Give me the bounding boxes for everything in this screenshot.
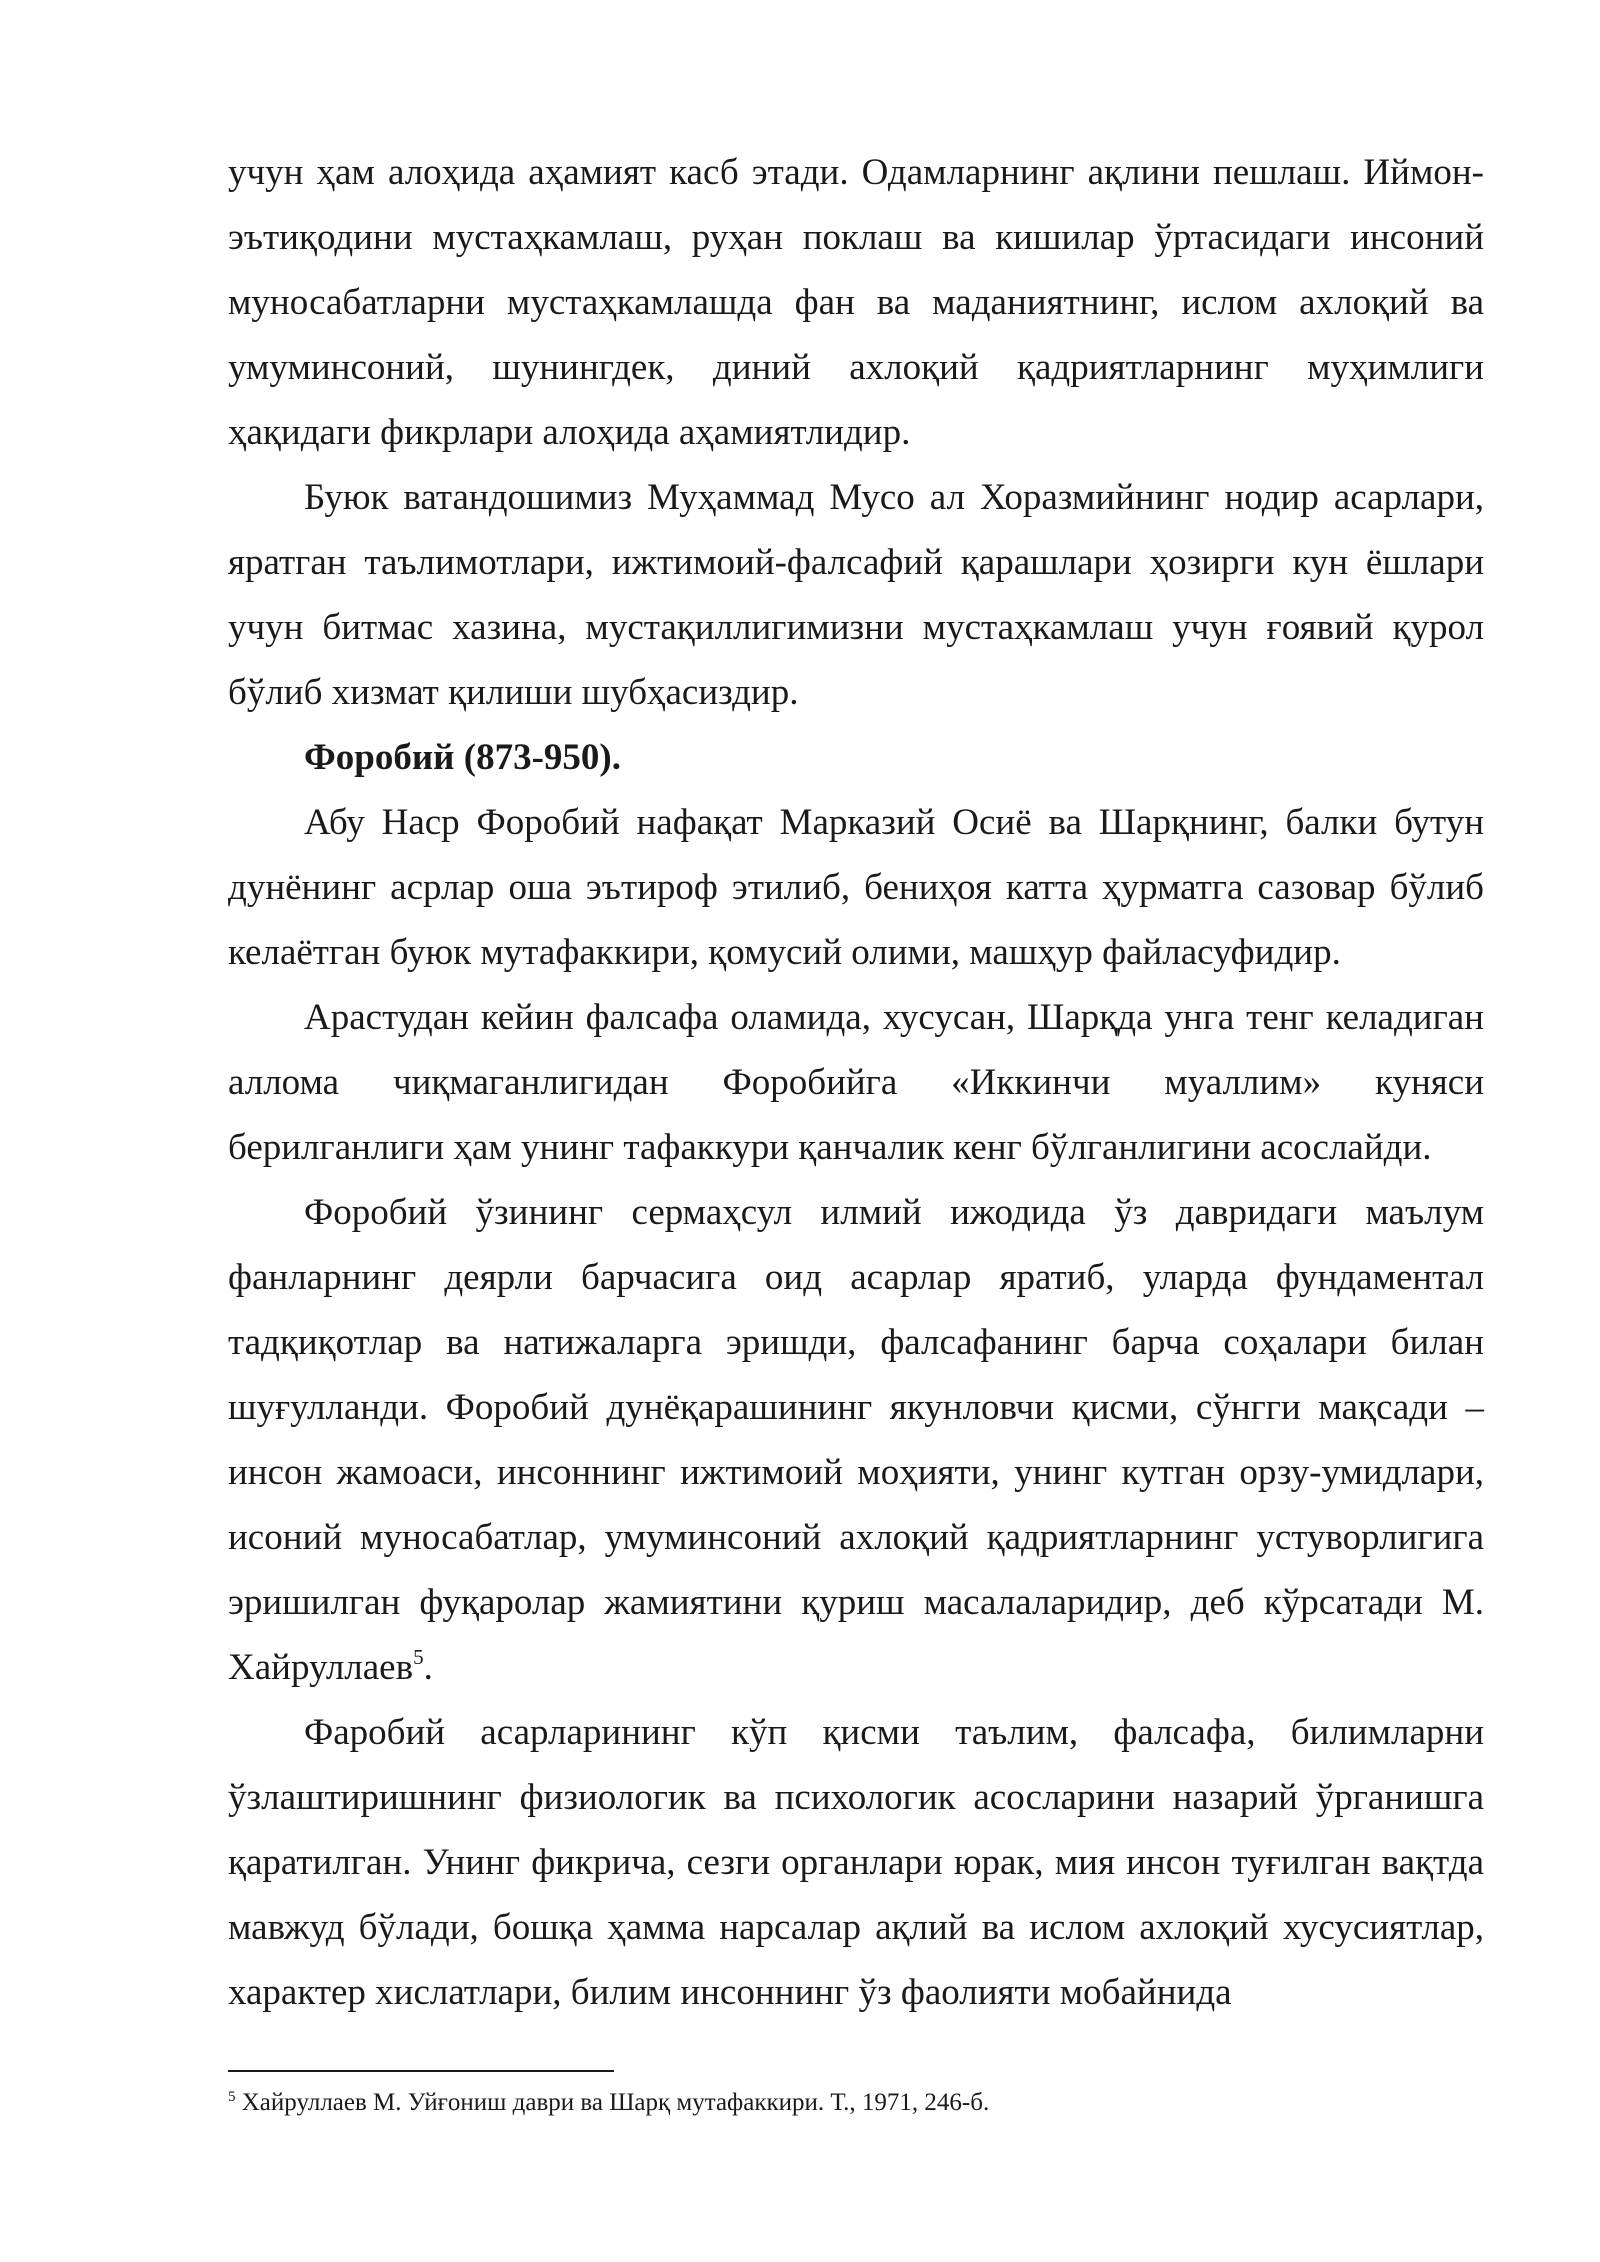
section-heading: Форобий (873-950). bbox=[304, 737, 621, 778]
footnote-number: 5 bbox=[228, 2089, 236, 2105]
paragraph-5-tail: . bbox=[423, 1647, 433, 1688]
paragraph-2: Буюк ватандошимиз Муҳаммад Мусо ал Хоразмийнинг нодир асарлари, яратган таълимотлари, ижтимоий-фалсафий қарашлари ҳозирги кун ёшлари учун битмас хазина, мустақиллигимизни мустаҳкамлаш учун ғоявий қурол бўлиб хизмат қилиши шубҳасиздир. bbox=[228, 477, 1484, 713]
paragraph-5 bbox=[228, 1180, 1484, 1700]
paragraph-5-text: Форобий ўзининг сермаҳсул илмий ижодида ўз давридаги маълум фанларнинг деярли барчасига оид асарлар яратиб, уларда фундаментал тадқиқотлар ва натижаларга эришди, фалсафанинг барча соҳалари билан шуғулланди. Форобий дунёқарашининг якунловчи қисми, сўнгги мақсади – инсон жамоаси, инсоннинг ижтимоий моҳияти, унинг кутган орзу-умидлари, исоний муносабатлар, умуминсоний ахлоқий қадриятларнинг устуворлигига эришилган фуқаролар жамиятини қуриш масалаларидир, деб кўрсатади М. Хайруллаев bbox=[228, 1192, 1484, 1688]
footnote-separator bbox=[228, 2070, 614, 2072]
document-page bbox=[228, 140, 1484, 2025]
paragraph-6: Фаробий асарларининг кўп қисми таълим, фалсафа, билимларни ўзлаштиришнинг физиологик ва психологик асосларини назарий ўрганишга қаратилган. Унинг фикрича, сезги органлари юрак, мия инсон туғилган вақтда мавжуд бўлади, бошқа ҳамма нарсалар ақлий ва ислом ахлоқий хусусиятлар, характер хислатлари, билим инсоннинг ўз фаолияти мобайнида bbox=[228, 1712, 1484, 2013]
footnote-text: Хайруллаев М. Уйғониш даври ва Шарқ мутафаккири. Т., 1971, 246-б. bbox=[235, 2089, 990, 2116]
footnote-reference[interactable]: 5 bbox=[413, 1645, 424, 1669]
footnote bbox=[228, 2086, 1484, 2120]
paragraph-3: Абу Наср Форобий нафақат Марказий Осиё ва Шарқнинг, балки бутун дунёнинг асрлар оша эътироф этилиб, бениҳоя катта ҳурматга сазовар бўлиб келаётган буюк мутафаккири, қомусий олими, машҳур файласуфидир. bbox=[228, 802, 1484, 973]
paragraph-4: Арастудан кейин фалсафа оламида, хусусан, Шарқда унга тенг келадиган аллома чиқмаганлигидан Форобийга «Иккинчи муаллим» куняси берилганлиги ҳам унинг тафаккури қанчалик кенг бўлганлигини асослайди. bbox=[228, 997, 1484, 1168]
paragraph-1: учун ҳам алоҳида аҳамият касб этади. Одамларнинг ақлини пешлаш. Иймон-эътиқодини мустаҳкамлаш, руҳан поклаш ва кишилар ўртасидаги инсоний муносабатларни мустаҳкамлашда фан ва маданиятнинг, ислом ахлоқий ва умуминсоний, шунингдек, диний ахлоқий қадриятларнинг муҳимлиги ҳақидаги фикрлари алоҳида аҳамиятлидир. bbox=[228, 152, 1484, 453]
